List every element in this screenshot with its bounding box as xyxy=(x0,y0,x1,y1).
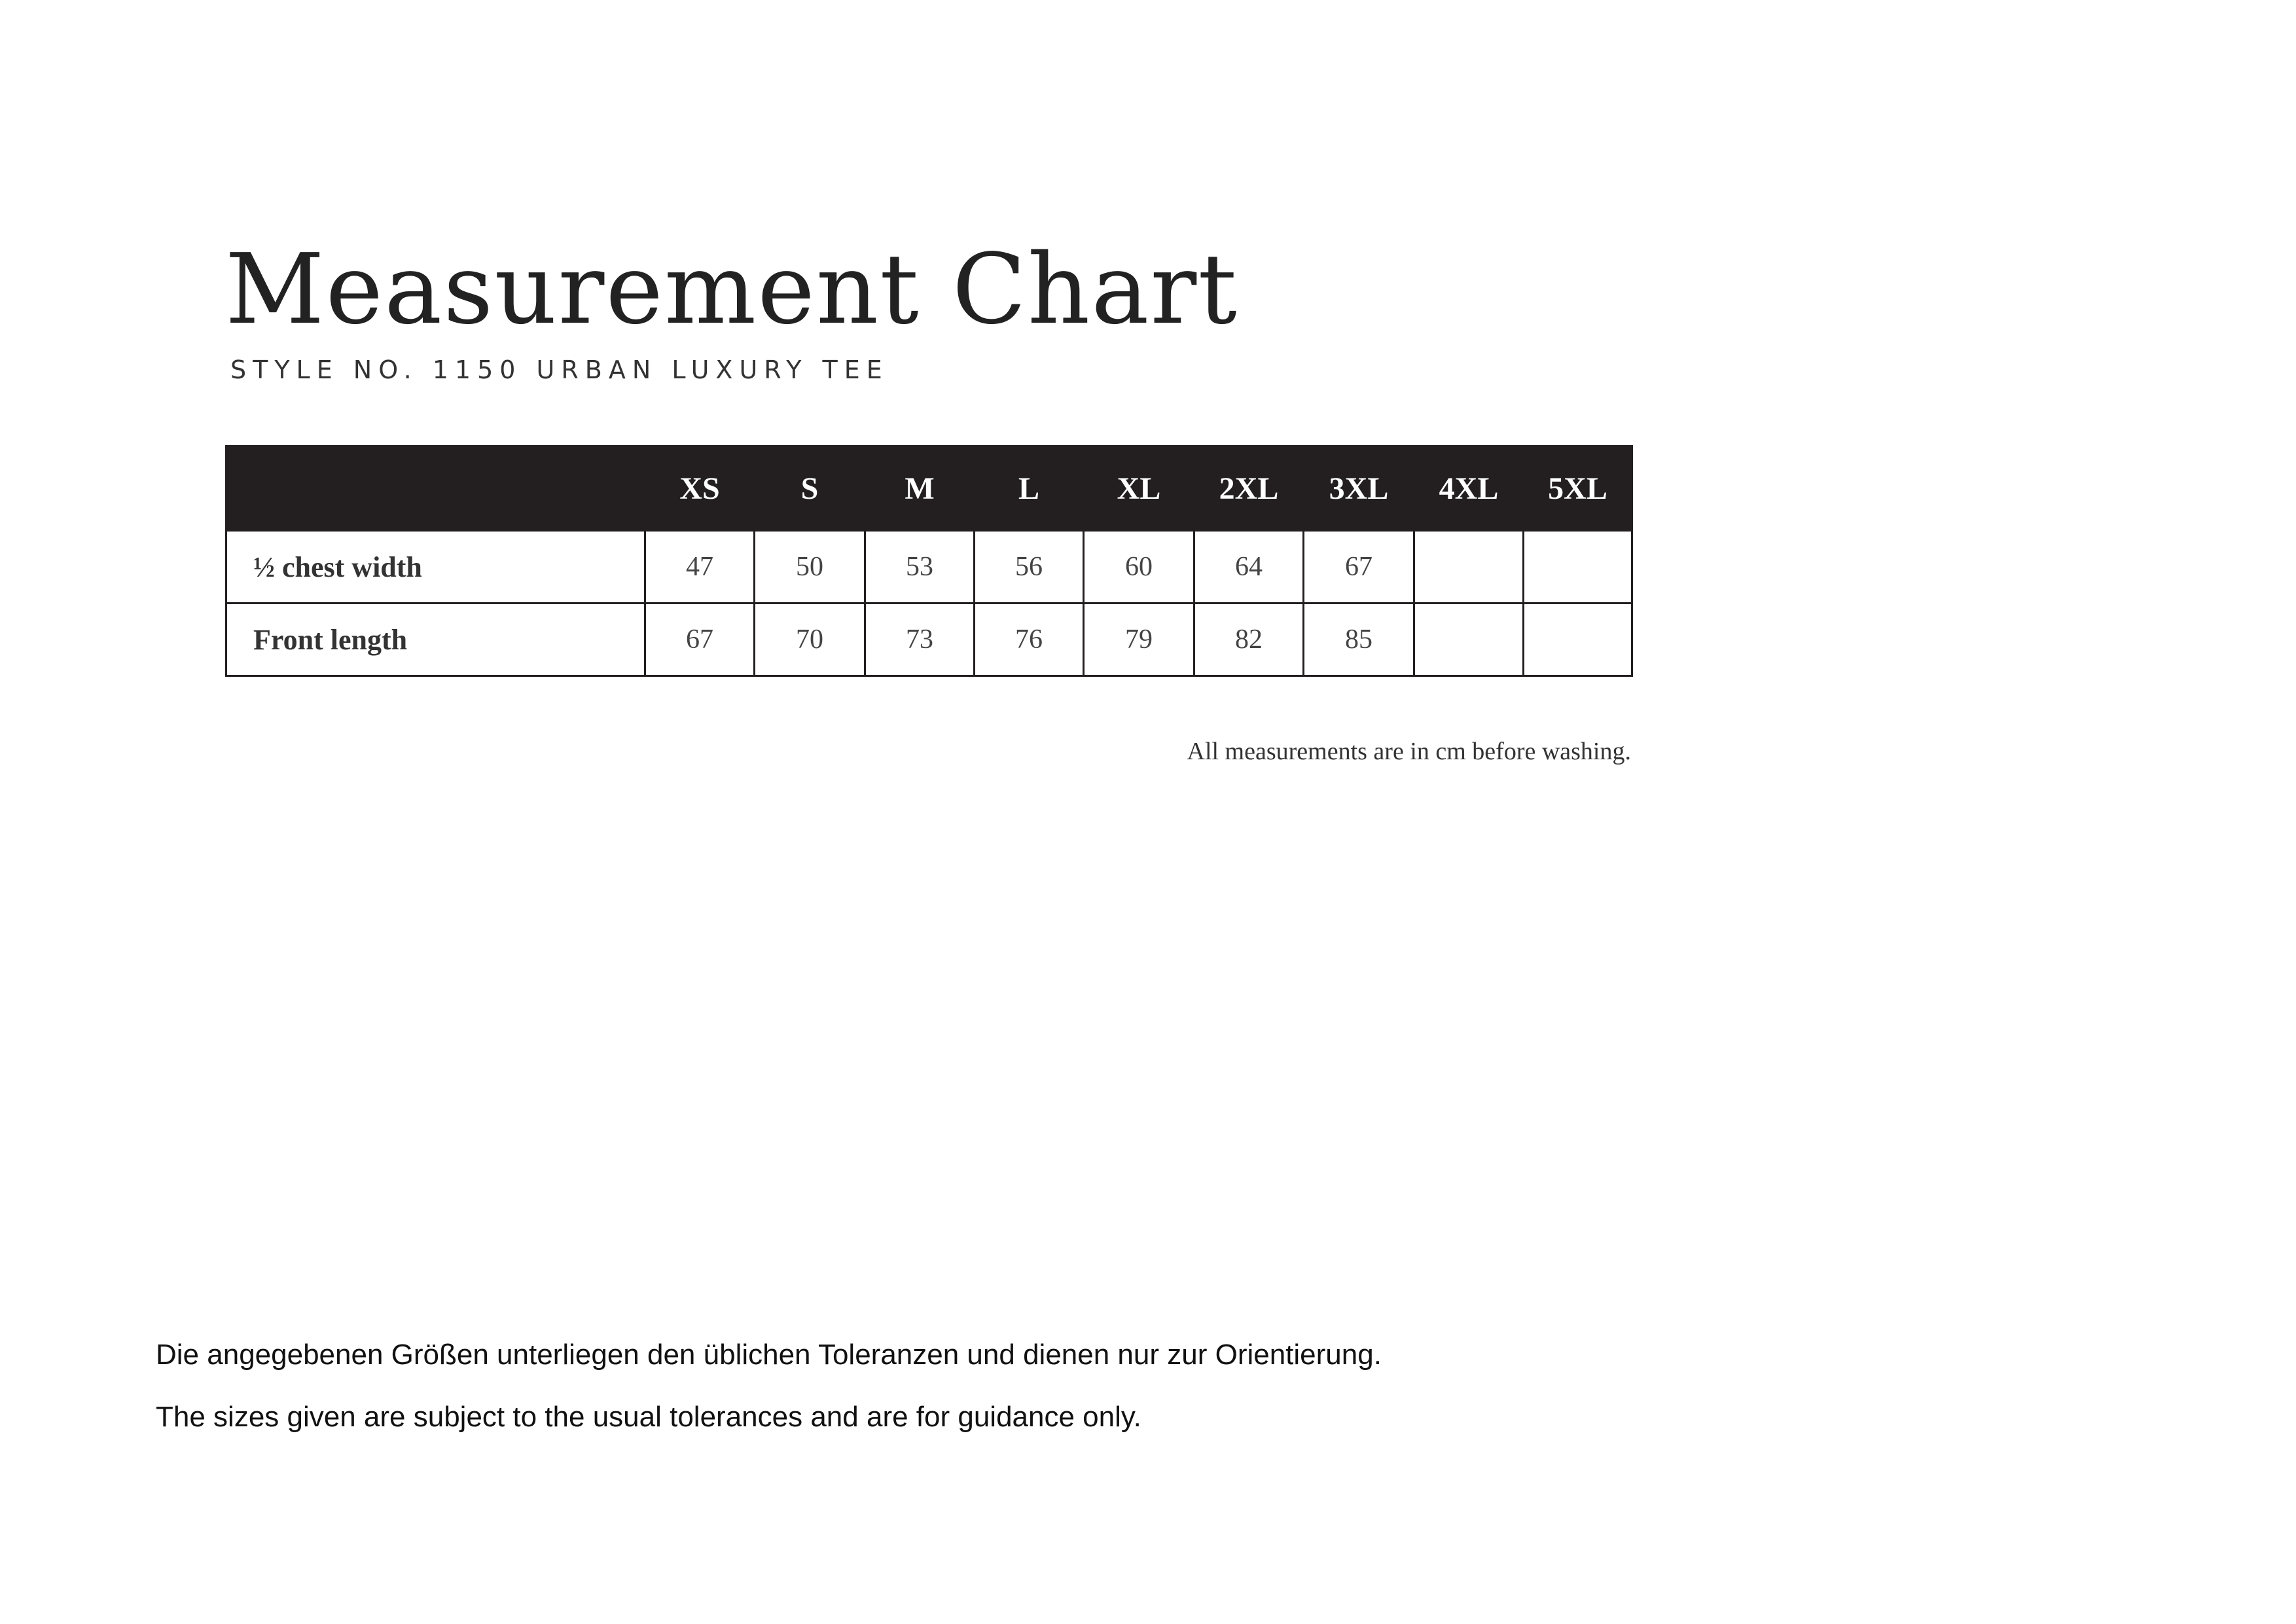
disclaimer-english: The sizes given are subject to the usual tolerances and are for guidance only. xyxy=(156,1401,1141,1433)
disclaimer-german: Die angegebenen Größen unterliegen den üblichen Toleranzen und dienen nur zur Orientierung. xyxy=(156,1339,1382,1371)
table-cell: 53 xyxy=(865,531,975,604)
table-row xyxy=(226,604,1632,676)
header-cell-s: S xyxy=(755,446,865,531)
table-cell: 70 xyxy=(755,604,865,676)
table-cell: 67 xyxy=(1304,531,1414,604)
table-cell: 79 xyxy=(1084,604,1194,676)
table-cell: 67 xyxy=(645,604,755,676)
header-cell-5xl: 5XL xyxy=(1524,446,1632,531)
table-cell xyxy=(1524,604,1632,676)
table-row xyxy=(226,531,1632,604)
table-cell: 56 xyxy=(975,531,1084,604)
row-label: ½ chest width xyxy=(226,531,645,604)
table-cell xyxy=(1414,531,1524,604)
table-cell: 73 xyxy=(865,604,975,676)
measurement-note: All measurements are in cm before washing. xyxy=(1187,738,1631,765)
table-cell: 47 xyxy=(645,531,755,604)
table-cell: 64 xyxy=(1194,531,1304,604)
header-cell-m: M xyxy=(865,446,975,531)
table-cell xyxy=(1524,531,1632,604)
style-subtitle: STYLE NO. 1150 URBAN LUXURY TEE xyxy=(230,355,889,384)
table-cell: 60 xyxy=(1084,531,1194,604)
page-title: Measurement Chart xyxy=(225,233,1238,346)
table-cell: 50 xyxy=(755,531,865,604)
row-label: Front length xyxy=(226,604,645,676)
header-cell-l: L xyxy=(975,446,1084,531)
header-cell-2xl: 2XL xyxy=(1194,446,1304,531)
table-cell: 76 xyxy=(975,604,1084,676)
table-header-row xyxy=(226,446,1632,531)
table-cell: 82 xyxy=(1194,604,1304,676)
header-cell-xl: XL xyxy=(1084,446,1194,531)
header-cell-xs: XS xyxy=(645,446,755,531)
measurement-table xyxy=(225,445,1633,677)
table-cell xyxy=(1414,604,1524,676)
header-cell-4xl: 4XL xyxy=(1414,446,1524,531)
table-cell: 85 xyxy=(1304,604,1414,676)
header-cell-3xl: 3XL xyxy=(1304,446,1414,531)
header-cell-label xyxy=(226,446,645,531)
